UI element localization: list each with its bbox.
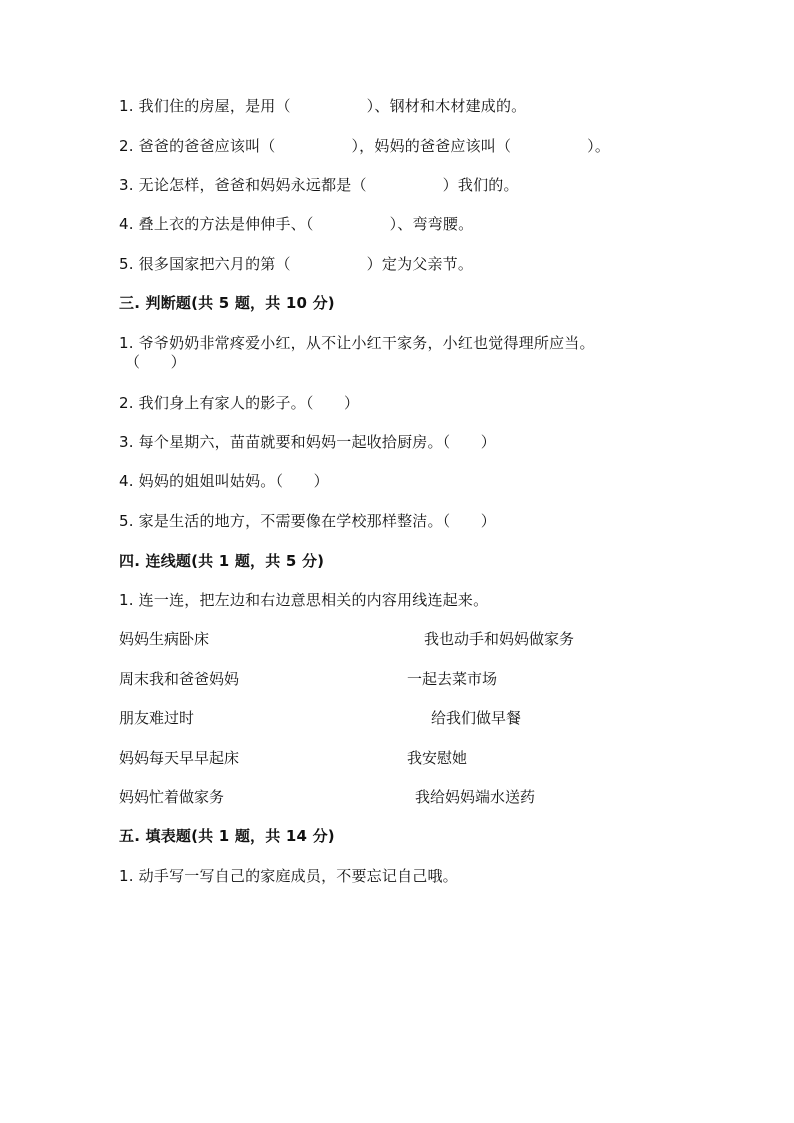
judge-q1-line1: 1. 爷爷奶奶非常疼爱小红，从不让小红干家务，小红也觉得理所应当。 <box>119 334 595 352</box>
judge-q5: 5. 家是生活的地方，不需要像在学校那样整洁。（ ） <box>119 512 496 530</box>
judge-q1-line2: （ ） <box>125 353 186 371</box>
judge-q2: 2. 我们身上有家人的影子。（ ） <box>119 394 360 412</box>
matching-left-item: 妈妈生病卧床 <box>119 630 210 648</box>
fill-blank-q4: 4. 叠上衣的方法是伸伸手、（ ）、弯弯腰。 <box>119 215 474 233</box>
matching-right-item: 一起去菜市场 <box>407 670 498 688</box>
fill-blank-q2: 2. 爸爸的爸爸应该叫（ ），妈妈的爸爸应该叫（ ）。 <box>119 137 611 155</box>
matching-left-item: 妈妈忙着做家务 <box>119 788 225 806</box>
section-heading-matching: 四. 连线题(共 1 题，共 5 分) <box>119 552 325 570</box>
matching-right-item: 给我们做早餐 <box>431 709 522 727</box>
judge-q3: 3. 每个星期六，苗苗就要和妈妈一起收拾厨房。（ ） <box>119 433 496 451</box>
table-fill-q1: 1. 动手写一写自己的家庭成员，不要忘记自己哦。 <box>119 867 458 885</box>
section-heading-table-fill: 五. 填表题(共 1 题，共 14 分) <box>119 827 335 845</box>
section-heading-judge: 三. 判断题(共 5 题，共 10 分) <box>119 294 335 312</box>
matching-instruction: 1. 连一连，把左边和右边意思相关的内容用线连起来。 <box>119 591 489 609</box>
fill-blank-q1: 1. 我们住的房屋，是用（ ）、钢材和木材建成的。 <box>119 97 527 115</box>
fill-blank-q3: 3. 无论怎样，爸爸和妈妈永远都是（ ）我们的。 <box>119 176 519 194</box>
matching-right-item: 我安慰她 <box>407 749 468 767</box>
matching-left-item: 妈妈每天早早起床 <box>119 749 240 767</box>
matching-left-item: 周末我和爸爸妈妈 <box>119 670 240 688</box>
fill-blank-q5: 5. 很多国家把六月的第（ ）定为父亲节。 <box>119 255 474 273</box>
matching-left-item: 朋友难过时 <box>119 709 195 727</box>
matching-right-item: 我也动手和妈妈做家务 <box>424 630 575 648</box>
matching-right-item: 我给妈妈端水送药 <box>415 788 536 806</box>
judge-q4: 4. 妈妈的姐姐叫姑妈。（ ） <box>119 472 329 490</box>
